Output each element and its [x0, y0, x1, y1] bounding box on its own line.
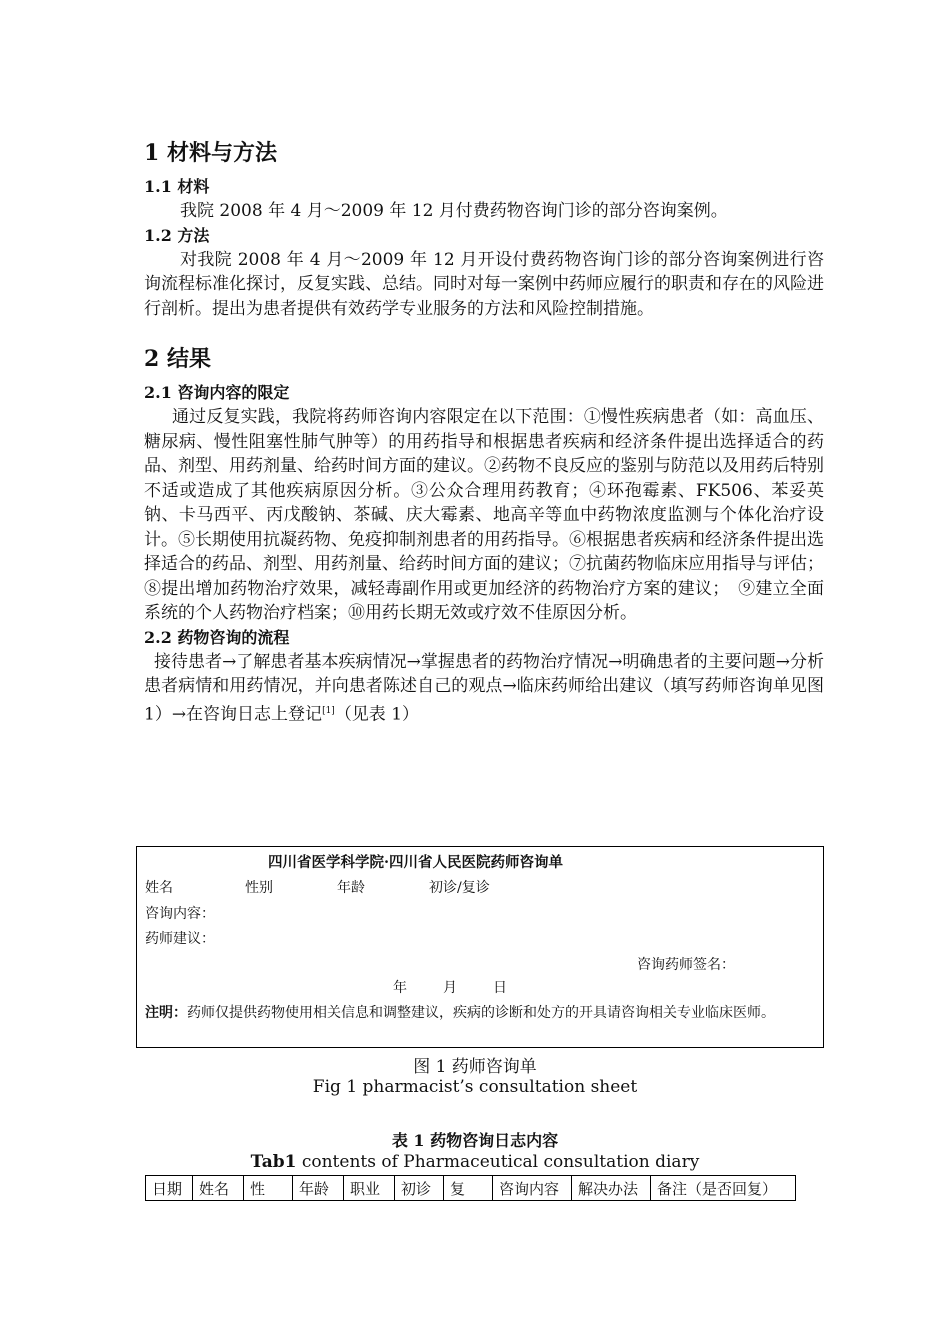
table-header-row	[146, 1176, 796, 1201]
form-month-label: 月	[443, 980, 457, 996]
section-1-title: 1 材料与方法	[144, 140, 277, 166]
header-content: 咨询内容	[493, 1176, 572, 1201]
header-date: 日期	[146, 1176, 193, 1201]
form-note-text: 药师仅提供药物使用相关信息和调整建议，疾病的诊断和处方的开具请咨询相关专业临床医师。	[187, 1005, 775, 1021]
section-1-1-title: 1.1 材料	[144, 177, 210, 196]
form-signature-label: 咨询药师签名：	[637, 957, 735, 973]
form-note-label: 注明：	[145, 1005, 187, 1021]
consultation-form	[136, 846, 824, 1048]
section-2-title: 2 结果	[144, 346, 211, 372]
form-title: 四川省医学科学院·四川省人民医院药师咨询单	[268, 854, 564, 871]
form-gender-label: 性别	[245, 880, 273, 896]
header-remarks: 备注（是否回复）	[651, 1176, 796, 1201]
header-occupation: 职业	[344, 1176, 395, 1201]
table-caption-en-rest: contents of Pharmaceutical consultation diary	[296, 1152, 700, 1172]
form-visit-label: 初诊/复诊	[429, 880, 490, 896]
section-2-2-title: 2.2 药物咨询的流程	[144, 627, 290, 647]
table-caption-en-bold: Tab1	[250, 1152, 297, 1172]
header-name: 姓名	[193, 1176, 244, 1201]
section-2-2-text	[144, 650, 824, 727]
document-body	[144, 135, 824, 727]
section-1-1-text: 我院 2008 年 4 月～2009 年 12 月付费药物咨询门诊的部分咨询案例。	[180, 201, 728, 221]
header-first-visit: 初诊	[395, 1176, 444, 1201]
reference-mark: [1]	[322, 705, 335, 716]
flow-tail: （见表 1）	[334, 704, 420, 725]
form-content-label: 咨询内容：	[145, 906, 215, 922]
section-1-2-text: 对我院 2008 年 4 月～2009 年 12 月开设付费药物咨询门诊的部分咨询案例进行咨询流程标准化探讨，反复实践、总结。同时对每一案例中药师应履行的职责和存在的风险进行剖析。提出为患者提供有效药学专业服务的方法和风险控制措施。	[144, 249, 824, 319]
section-2-1-text: 通过反复实践，我院将药师咨询内容限定在以下范围：①慢性疾病患者（如：高血压、糖尿病、慢性阻塞性肺气肿等）的用药指导和根据患者疾病和经济条件提出选择适合的药品、剂型、用药剂量、给药时间方面的建议。②药物不良反应的鉴别与防范以及用药后特别不适或造成了其他疾病原因分析。③公众合理用药教育；④环孢霉素、FK506、苯妥英钠、卡马西平、丙戊酸钠、茶碱、庆大霉素、地高辛等血中药物浓度监测与个体化治疗设计。⑤长期使用抗凝药物、免疫抑制剂患者的用药指导。⑥根据患者疾病和经济条件提出选择适合的药品、剂型、用药剂量、给药时间方面的建议；⑦抗菌药物临床应用指导与评估；⑧提出增加药物治疗效果，减轻毒副作用或更加经济的药物治疗方案的建议； ⑨建立全面系统的个人药物治疗档案；⑩用药长期无效或疗效不佳原因分析。	[144, 407, 824, 623]
form-year-label: 年	[393, 980, 407, 996]
figure-caption-cn: 图 1 药师咨询单	[413, 1057, 537, 1077]
flow-text: 接待患者→了解患者基本疾病情况→掌握患者的药物治疗情况→明确患者的主要问题→分析患者病情和用药情况，并向患者陈述自己的观点→临床药师给出建议（填写药师咨询单见图 1）→在咨询日志上登记	[144, 651, 824, 725]
form-age-label: 年龄	[337, 880, 365, 896]
form-advice-label: 药师建议：	[145, 931, 215, 947]
form-day-label: 日	[493, 980, 507, 996]
figure-caption-en: Fig 1 pharmacist’s consultation sheet	[312, 1077, 638, 1097]
form-name-label: 姓名	[145, 880, 173, 896]
header-solution: 解决办法	[572, 1176, 651, 1201]
header-age: 年龄	[293, 1176, 344, 1201]
section-2-1-title: 2.1 咨询内容的限定	[144, 383, 290, 402]
table-caption-cn: 表 1 药物咨询日志内容	[391, 1131, 559, 1150]
header-revisit: 复	[444, 1176, 493, 1201]
form-note	[145, 1001, 815, 1025]
table-caption-en	[0, 1152, 950, 1172]
consultation-diary-table	[145, 1175, 796, 1201]
section-1-2-title: 1.2 方法	[144, 225, 210, 245]
header-gender: 性	[244, 1176, 293, 1201]
